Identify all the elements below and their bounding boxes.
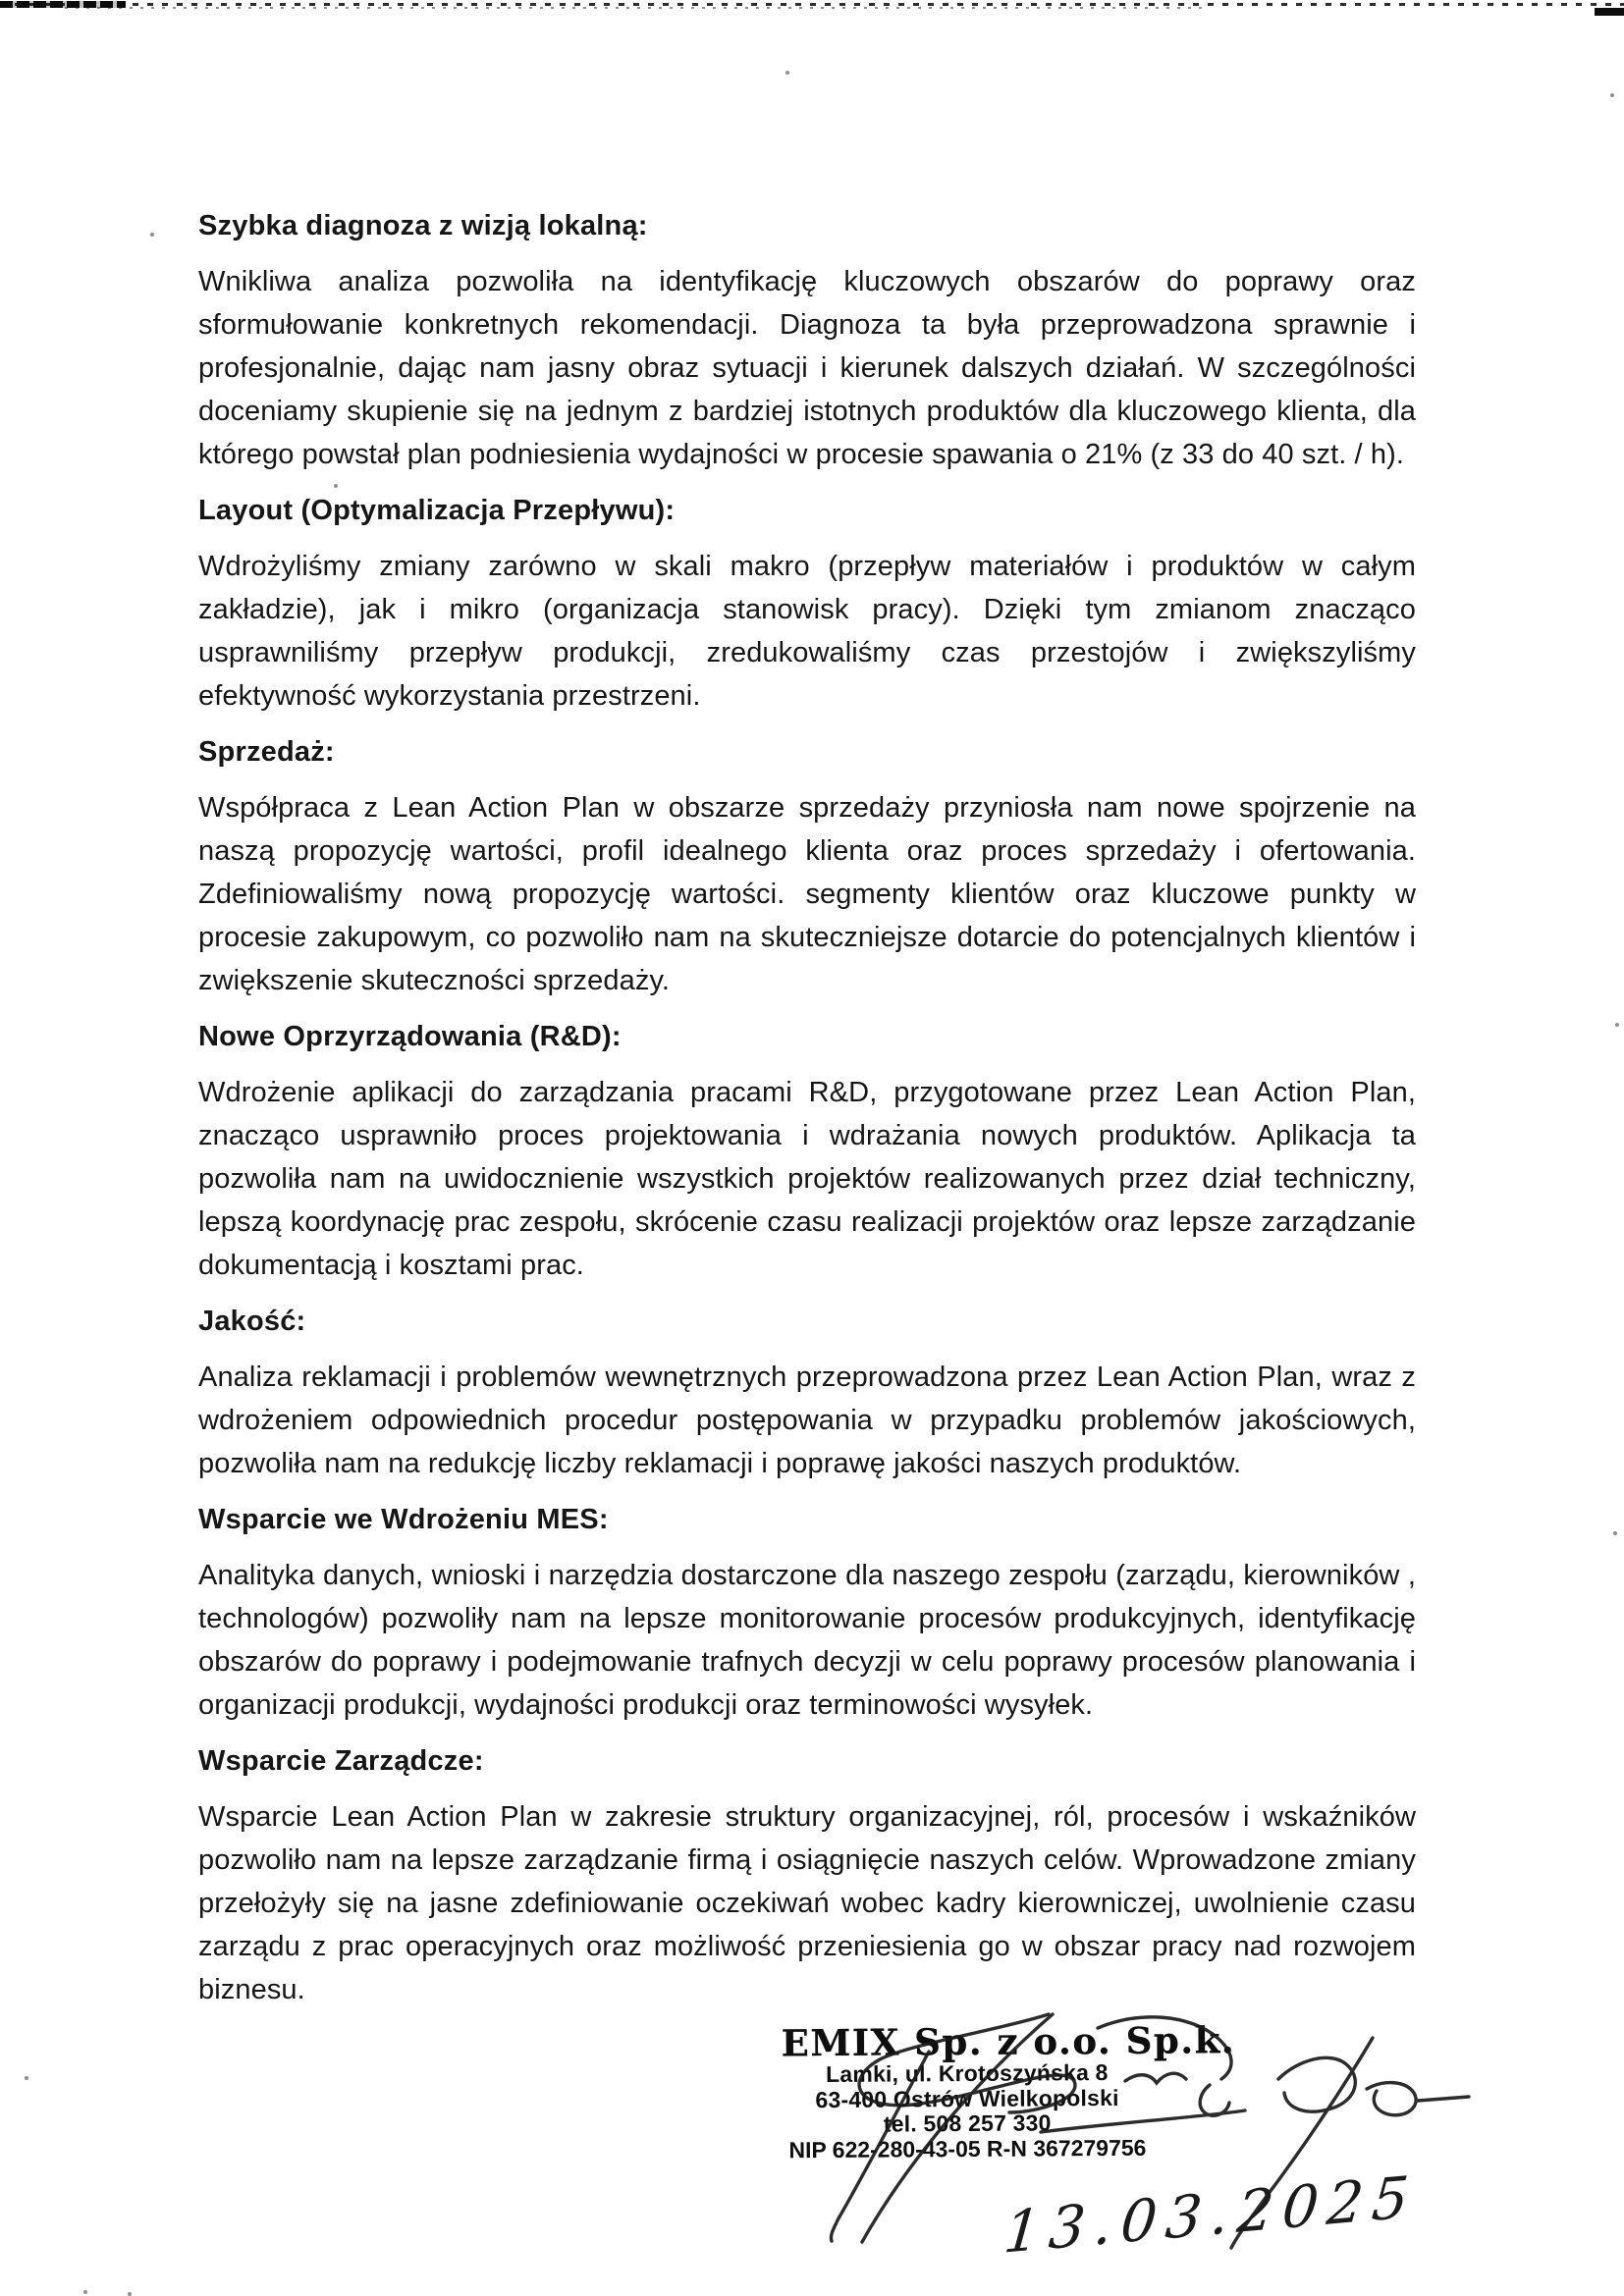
- section-heading-rnd: Nowe Oprzyrządowania (R&D):: [198, 1021, 622, 1052]
- scan-speck: [83, 2290, 87, 2294]
- section-body-layout: Wdrożyliśmy zmiany zarówno w skali makro (przepływ materiałów i produktów w całym zakładzie), jak i mikro (organizacja stanowisk pracy). Dzięki tym zmianom znacząco usprawniliśmy przepływ produkcji, zredukowaliśmy czas przestojów i zwiększyliśmy efektywność wykorzystania przestrzeni.: [198, 551, 1416, 712]
- section-body-sprzedaz: Współpraca z Lean Action Plan w obszarze sprzedaży przyniosła nam nowe spojrzenie na naszą propozycję wartości, profil idealnego klienta oraz proces sprzedaży i ofertowania. Zdefiniowaliśmy nową propozycję wartości. segmenty klientów oraz kluczowe punkty w procesie zakupowym, co pozwoliło nam na skuteczniejsze dotarcie do potencjalnych klientów i zwiększenie skuteczności sprzedaży.: [198, 792, 1416, 996]
- scan-artifact-top-dotted-line-2: [65, 7, 1202, 9]
- company-stamp: [781, 2018, 1236, 2163]
- section-heading-mes: Wsparcie we Wdrożeniu MES:: [198, 1504, 609, 1535]
- scan-speck: [1613, 1531, 1617, 1535]
- section-heading-sprzedaz: Sprzedaż:: [198, 736, 335, 768]
- scan-speck: [785, 71, 789, 75]
- stamp-company-name: EMIX Sp. z o.o. Sp.k.: [781, 2018, 1236, 2065]
- stamp-address-line2: 63-400 Ostrów Wielkopolski: [815, 2084, 1119, 2112]
- scan-speck: [1610, 93, 1614, 97]
- section-body-mes: Analityka danych, wnioski i narzędzia dostarczone dla naszego zespołu (zarządu, kierowników , technologów) pozwoliły nam na lepsze monitorowanie procesów produkcyjnych, identyfikację obszarów do poprawy i podejmowanie trafnych decyzji w celu poprawy procesów planowania i organizacji produkcji, wydajności produkcji oraz terminowości wysyłek.: [198, 1560, 1416, 1721]
- section-heading-diagnoza: Szybka diagnoza z wizją lokalną:: [198, 210, 648, 241]
- scan-speck: [150, 233, 154, 237]
- section-body-diagnoza: Wnikliwa analiza pozwoliła na identyfikację kluczowych obszarów do poprawy oraz sformułowanie konkretnych rekomendacji. Diagnoza ta była przeprowadzona sprawnie i profesjonalnie, dając nam jasny obraz sytuacji i kierunek dalszych działań. W szczególności doceniamy skupienie się na jednym z bardziej istotnych produktów dla kluczowego klienta, dla którego powstał plan podniesienia wydajności w procesie spawania o 21% (z 33 do 40 szt. / h).: [198, 266, 1416, 470]
- scan-artifact-top-dotted-line: [0, 3, 1624, 6]
- scan-artifact-top-right-mark: [1595, 8, 1624, 16]
- section-heading-zarzadcze: Wsparcie Zarządcze:: [198, 1745, 484, 1777]
- scan-artifact-top-left-mark: [0, 1, 126, 8]
- stamp-address-line1: Lamki, ul. Krotoszyńska 8: [826, 2058, 1109, 2088]
- section-heading-jakosc: Jakość:: [198, 1306, 306, 1337]
- scan-speck: [128, 2292, 132, 2296]
- stamp-registration-numbers: NIP 622-280-43-05 R-N 367279756: [788, 2134, 1147, 2163]
- section-body-rnd: Wdrożenie aplikacji do zarządzania pracami R&D, przygotowane przez Lean Action Plan, znacząco usprawniło proces projektowania i wdrażania nowych produktów. Aplikacja ta pozwoliła nam na uwidocznienie wszystkich projektów realizowanych przez dział techniczny, lepszą koordynację prac zespołu, skrócenie czasu realizacji projektów oraz lepsze zarządzanie dokumentacją i kosztami prac.: [198, 1077, 1416, 1281]
- scan-speck: [1615, 1023, 1619, 1027]
- scan-speck: [25, 2076, 28, 2080]
- section-body-jakosc: Analiza reklamacji i problemów wewnętrznych przeprowadzona przez Lean Action Plan, wraz z wdrożeniem odpowiednich procedur postępowania w przypadku problemów jakościowych, pozwoliła nam na redukcję liczby reklamacji i poprawę jakości naszych produktów.: [198, 1362, 1416, 1479]
- handwritten-date: 13.03.2025: [1001, 2163, 1421, 2267]
- section-body-zarzadcze: Wsparcie Lean Action Plan w zakresie struktury organizacyjnej, ról, procesów i wskaźników pozwoliło nam na lepsze zarządzanie firmą i osiągnięcie naszych celów. Wprowadzone zmiany przełożyły się na jasne zdefiniowanie oczekiwań wobec kadry kierowniczej, uwolnienie czasu zarządu z prac operacyjnych oraz możliwość przeniesienia go w obszar pracy nad rozwojem biznesu.: [198, 1801, 1416, 2005]
- section-heading-layout: Layout (Optymalizacja Przepływu):: [198, 495, 676, 526]
- letter-body: [198, 204, 1416, 2024]
- stamp-phone: tel. 508 257 330: [883, 2109, 1052, 2137]
